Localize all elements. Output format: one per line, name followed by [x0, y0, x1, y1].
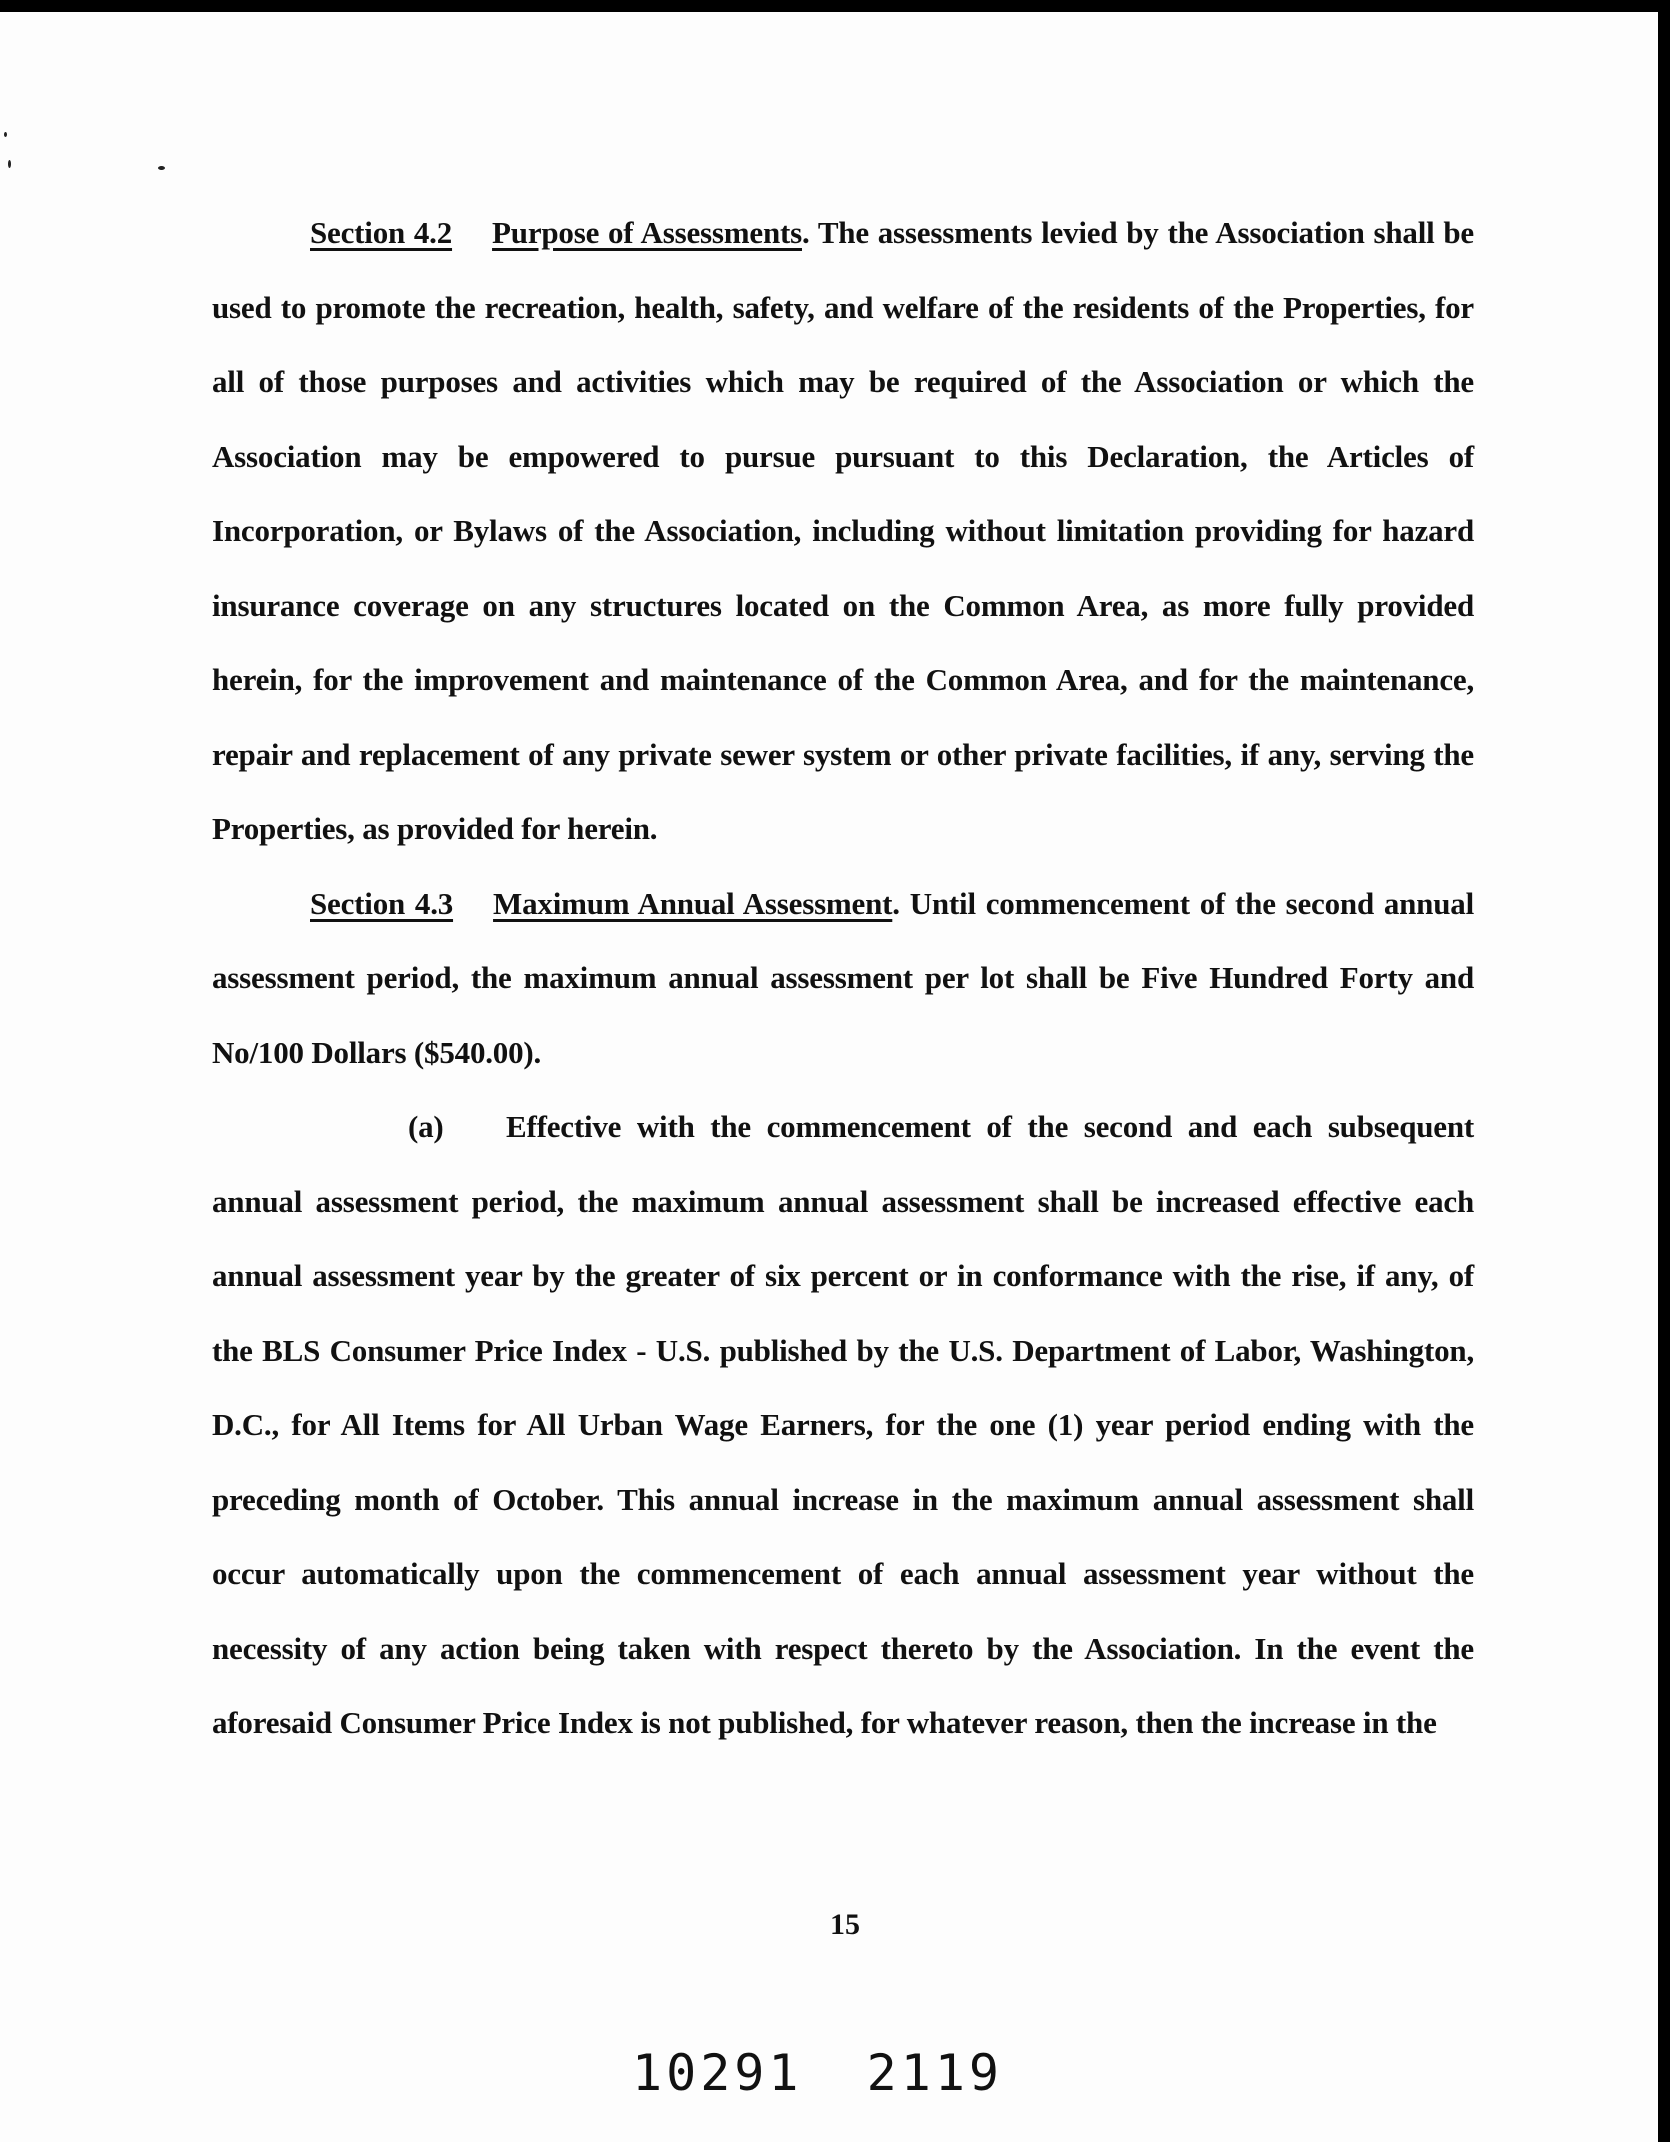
section-4-3-paragraph: [212, 867, 1474, 1091]
section-4-2-number: Section 4.2: [310, 215, 453, 250]
scan-speck: [8, 160, 11, 168]
document-body: [212, 196, 1474, 1761]
section-4-2-paragraph: [212, 196, 1474, 867]
subsection-a-text: Effective with the commencement of the second and each subsequent annual assessment period, the maximum annual assessment shall be increased effective each annual assessment year by the greater of six percent or in conformance with the rise, if any, of the BLS Consumer Price Index - U.S. published by the U.S. Department of Labor, Washington, D.C., for All Items for All Urban Wage Earners, for the one (1) year period ending with the preceding month of October. This annual increase in the maximum annual assessment shall occur automatically upon the commencement of each annual assessment year without the necessity of any action being taken with respect thereto by the Association. In the event the aforesaid Consumer Price Index is not published, for whatever reason, then the increase in the: [212, 1109, 1474, 1740]
section-4-3-number: Section 4.3: [310, 885, 454, 921]
subsection-a-paragraph: [212, 1090, 1474, 1761]
section-4-2-text: . The assessments levied by the Association shall be used to promote the recreation, health, safety, and welfare of the residents of the Properties, for all of those purposes and activities which may be required of the Association or which the Association may be empowered to pursue pursuant to this Declaration, the Articles of Incorporation, or Bylaws of the Association, including without limitation providing for hazard insurance coverage on any structures located on the Common Area, as more fully provided herein, for the improvement and maintenance of the Common Area, and for the maintenance, repair and replacement of any private sewer system or other private facilities, if any, serving the Properties, as provided for herein.: [212, 215, 1474, 846]
subsection-a-label: (a): [408, 1109, 444, 1144]
section-4-2-title: Purpose of Assessments: [492, 215, 802, 250]
document-id: 10291 2119: [632, 2044, 1004, 2102]
section-4-3-text: . Until commencement of the second annual assessment period, the maximum annual assessment per lot shall be Five Hundred Forty and No/100 Dollars ($540.00).: [212, 885, 1474, 1070]
document-page: [0, 12, 1658, 2142]
scan-speck: [158, 166, 165, 170]
section-4-3-title: Maximum Annual Assessment: [493, 885, 893, 921]
scan-speck: [4, 132, 7, 137]
page-number: 15: [830, 1908, 860, 1941]
